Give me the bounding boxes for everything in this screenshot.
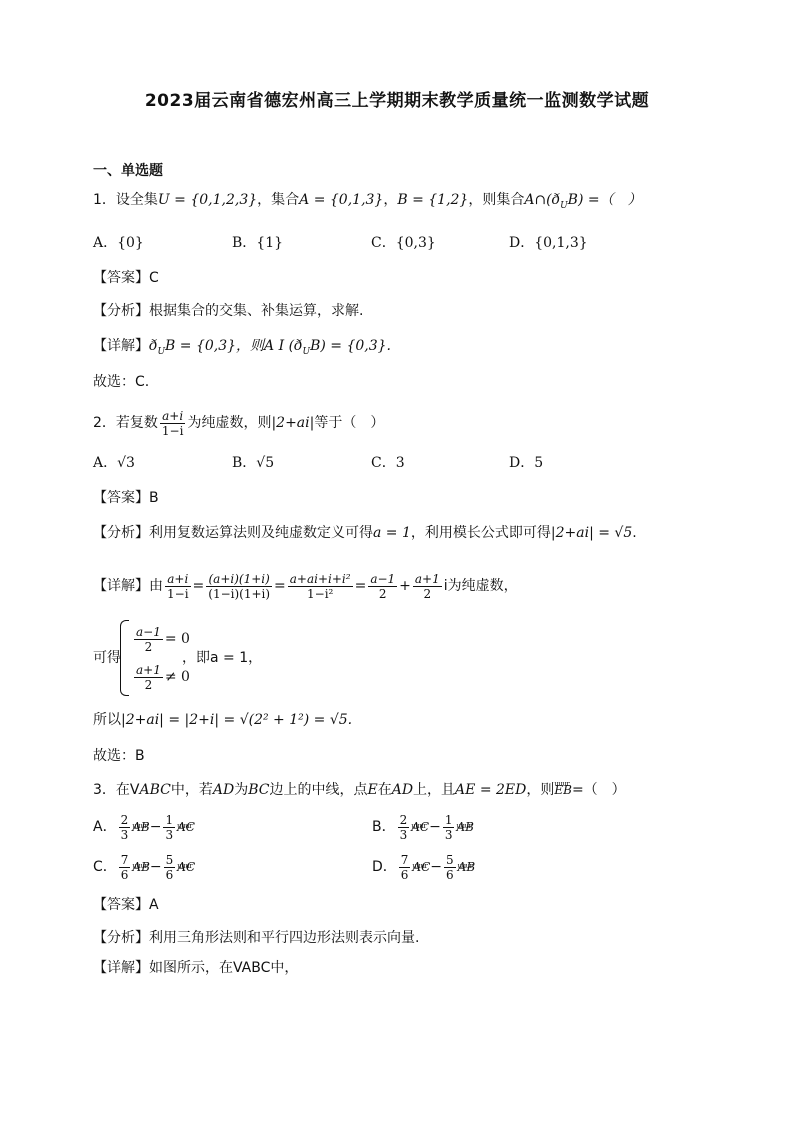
q1-options [93,232,713,252]
q1-option-b: B．{1} [232,235,284,251]
q3-opt-b-op: − [429,819,441,835]
section-heading: 一、单选题 [93,163,163,179]
q1-detail-tag: 【详解】 [93,338,149,354]
q2-option-a: A．√3 [93,455,135,471]
q2-sys-l1-num: a−1 [136,624,161,639]
q2-analysis-b: ，利用模长公式即可得 [410,525,551,541]
q2-f1-num: a+i [165,572,191,587]
q1-b-set: B = {1,2} [397,192,469,208]
q2-answer: 【答案】B [93,490,159,506]
q2-detail-prefix: 由 [149,578,163,594]
q3-opt-a-v1: uuur AB [132,820,149,834]
q3-stem [93,780,626,800]
q3-opt-d-frac-2 [444,853,456,882]
q2-f3-num: a+ai+i+i² [289,571,351,586]
q3-analysis [93,928,419,948]
q3-ad: AD [212,782,235,798]
q2-end: 等于（ ） [314,415,385,431]
q3-stem-b: 中，若 [170,782,213,798]
q3-stem-h: ，则 [526,782,555,798]
q3-opt-b-c2n: 1 [444,812,453,827]
q3-opt-c-v1: uuur AB [132,860,149,874]
q1-detail-sub: U [157,346,166,357]
q3-stem-f: 在 [377,782,392,798]
q3-point-e: E [367,782,378,798]
q2-detail-frac-5 [413,572,442,601]
q3-opt-b-frac-1 [398,813,410,842]
q2-result-prefix: 所以 [93,712,121,728]
q3-opt-c-frac-1 [119,853,131,882]
q2-mid: 为纯虚数，则 [187,415,272,431]
q2-sys-frac-2 [134,663,163,692]
q3-opt-c-op: − [149,859,162,875]
q3-analysis-text: 利用三角形法则和平行四边形法则表示向量. [149,930,420,946]
q3-opt-a-c2n: 1 [165,812,174,827]
q3-option-a [93,812,195,842]
q3-opt-c-c2d: 6 [165,867,174,882]
q2-sys-l2-den: 2 [144,677,153,692]
q3-bc: BC [248,782,270,798]
q2-conclusion: 故选：B [93,748,145,764]
q3-opt-b-v1: uuur AC [411,820,429,834]
q3-opt-d-c1n: 7 [400,852,409,867]
q3-opt-d-v2: uuur AB [458,860,475,874]
q3-opt-a-c2d: 3 [165,827,174,842]
q1-option-a: A．{0} [93,235,144,251]
q3-opt-d-c1d: 6 [400,867,409,882]
q3-triangle: ABC [139,782,171,798]
q1-a-set: A = {0,1,3} [299,192,384,208]
q2-f5-num: a+1 [414,571,440,586]
q3-stem-g: 上，且 [413,782,456,798]
q2-sys-frac-1 [134,625,163,654]
q3-opt-d-op: − [430,859,443,875]
q1-detail-a: ð [149,338,158,354]
q3-option-c [93,852,195,882]
q3-stem-end: =（ ） [571,782,626,798]
q3-option-d [372,852,475,882]
q2-detail-frac-3 [288,572,353,601]
q3-ad-2: AD [391,782,414,798]
q3-stem-c: 为 [234,782,249,798]
system-brace [120,620,129,696]
q3-opt-b-c1d: 3 [399,827,408,842]
q2-options [93,452,713,472]
q2-frac-den: 1−i [161,423,184,438]
q3-opt-a-op: − [149,819,162,835]
q2-expr: |2+ai| [271,415,315,431]
q3-stem-d: 边上的中线，点 [269,782,368,798]
q2-f3-den: 1−i² [307,586,334,601]
q2-sys-l1-rel: = 0 [164,631,190,647]
q1-expr: A∩(ð [524,192,561,208]
q3-opt-b-v2: uuur AB [456,820,473,834]
q3-opt-c-c1n: 7 [120,852,129,867]
q3-opt-a-label: A． [93,819,117,835]
q3-detail-text: 如图所示，在VABC中， [149,960,299,976]
q3-opt-c-label: C． [93,859,117,875]
q2-system-prefix: 可得 [93,650,121,666]
q1-mid1: ，集合 [257,192,300,208]
q2-stem-fraction [160,409,186,438]
q2-analysis-eq2: |2+ai| = √5 [550,525,633,541]
q3-opt-d-c2n: 5 [446,852,454,867]
q3-option-b [372,812,474,842]
q3-opt-a-c1n: 2 [120,812,129,827]
q3-opt-c-frac-2 [164,853,176,882]
q3-opt-d-frac-1 [399,853,411,882]
q3-opt-a-frac-2 [163,813,175,842]
q2-result-expr: |2+ai| = |2+i| = √(2² + 1²) = √5. [121,712,353,728]
q2-analysis-eq: a = 1 [373,525,411,541]
q1-u-set: U = {0,1,2,3} [157,192,258,208]
q1-mid3: ，则集合 [468,192,525,208]
q2-f2-num: (a+i)(1+i) [206,572,272,587]
q2-analysis-end: . [632,525,637,541]
q2-option-b: B．√5 [232,455,275,471]
q2-detail-tag: 【详解】 [93,578,149,594]
q3-opt-c-c1d: 6 [120,867,129,882]
q1-option-c: C．{0,3} [371,235,436,251]
q1-detail [93,336,391,362]
q1-prefix: 1．设全集 [93,192,158,208]
q3-opt-d-v1: uuur AC [412,860,430,874]
q2-f1-den: 1−i [167,586,189,601]
q2-f4-num: a−1 [370,571,396,586]
q3-opt-b-frac-2 [443,813,455,842]
q3-opt-c-v2: uuur AC [177,860,195,874]
q2-analysis-tag: 【分析】 [93,525,149,541]
q3-detail [93,958,298,978]
q1-detail-b: B = {0,3}，则A I (ð [165,338,303,354]
q3-detail-tag: 【详解】 [93,960,149,976]
q2-detail-frac-4 [368,572,397,601]
q3-opt-d-label: D． [372,859,397,875]
q3-answer: 【答案】A [93,897,159,913]
q1-expr-sub: U [560,200,568,211]
q2-f2-den: (1−i)(1+i) [208,586,271,601]
q2-frac-num: a+i [160,409,186,424]
q1-mid2: ， [383,192,398,208]
q2-stem [93,408,384,438]
q2-analysis [93,523,637,543]
q3-opt-b-c2d: 3 [444,827,453,842]
q3-stem-a: 3．在V [93,782,140,798]
q2-option-d: D．5 [509,455,544,471]
q2-sys-l2-num: a+1 [136,662,161,677]
q2-sys-l2-rel: ≠ 0 [164,669,190,685]
q1-expr-end: B) =（ ） [567,192,642,208]
q2-analysis-a: 利用复数运算法则及纯虚数定义可得 [149,525,373,541]
q1-analysis [93,301,363,321]
q2-f5-den: 2 [423,586,432,601]
q3-opt-c-c2n: 5 [165,852,174,867]
q1-option-d: D．{0,1,3} [509,235,588,251]
q3-opt-b-label: B． [372,819,396,835]
q2-detail: 【详解】由 $\frac{a+i}{1-i}$ = $\frac{(a+i)(1+i)}{(1-i)(1+i)}$ = $\frac{\text{a+ai+i+i²}}{\text{1−i²}}$ = $\frac{a-1}{2}$ + $\frac{a+1}{2}$ i为纯虚数， [93,571,518,601]
q3-analysis-tag: 【分析】 [93,930,149,946]
page-title: 2023届云南省德宏州高三上学期期末教学质量统一监测数学试题 [144,91,650,111]
q3-vector-eb: uuur EB [554,783,572,797]
q3-opt-a-v2: uuur AC [177,820,195,834]
q3-opt-b-c1n: 2 [399,812,408,827]
q3-eq: AE = 2ED [455,782,527,798]
q1-detail-sub2: U [302,346,311,357]
q3-opt-a-frac-1 [119,813,131,842]
q1-answer: 【答案】C [93,270,159,286]
q1-conclusion: 故选：C. [93,374,150,390]
q2-detail-end: i为纯虚数， [443,578,518,594]
q1-detail-c: B) = {0,3}. [310,338,391,354]
q2-detail-frac-2 [206,572,272,601]
q3-opt-d-c2d: 6 [446,867,454,882]
q1-analysis-tag: 【分析】 [93,303,149,319]
q1-analysis-text: 根据集合的交集、补集运算，求解. [149,303,364,319]
q2-prefix: 2．若复数 [93,415,158,431]
q3-opt-a-c1d: 3 [120,827,129,842]
q2-result [93,710,352,730]
q2-f4-den: 2 [378,586,387,601]
q2-sys-l1-den: 2 [144,639,153,654]
q1-stem [93,190,642,216]
q2-detail-frac-1 [165,572,191,601]
q2-option-c: C．3 [371,455,405,471]
q2-system-end: ，即a = 1， [182,650,263,666]
